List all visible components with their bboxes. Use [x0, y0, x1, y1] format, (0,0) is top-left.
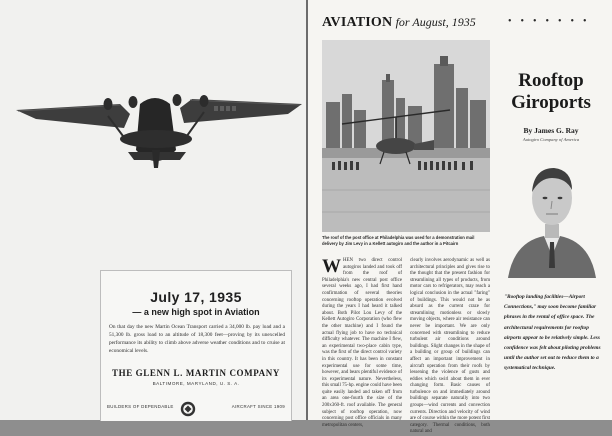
- author-portrait: [504, 146, 600, 278]
- martin-ocean-transport-photo: [0, 0, 306, 250]
- ad-company-address: BALTIMORE, MARYLAND, U. S. A.: [152, 381, 240, 386]
- article-title-line2: Giroports: [511, 92, 591, 113]
- ad-footer-right: AIRCRAFT SINCE 1909: [231, 404, 285, 409]
- article-column-1: [322, 256, 402, 428]
- ad-company-name: THE GLENN L. MARTIN COMPANY: [112, 368, 280, 378]
- article-byline: By James G. Ray: [523, 126, 579, 135]
- ad-footer: [107, 401, 285, 411]
- left-page: [0, 0, 306, 420]
- masthead-dots: •••••••: [508, 16, 596, 27]
- ad-footer-left: BUILDERS OF DEPENDABLE: [107, 404, 174, 409]
- photo-caption: The roof of the post office at Philadelphia was used for a demonstration mail delivery by Jim Levy in a Kellett autogiro and the author in a Pitcairn: [322, 235, 475, 246]
- masthead-issue: for August, 1935: [395, 15, 476, 29]
- article-column-2-text: clearly involves aerodynamic as well as architectural principles and gives rise to the thought that the present fashion for streamlining all types of products, from motor cars to refrigerators, may reach a logical conclusion in the actual "faring" of buildings. This would not be as absurd as the current craze for streamlining motionless or slowly moving objects, where air resistance can never be important. We are only concerned with streamlining to reduce turbulent air conditions around buildings. Slight changes in the shape of a building or group of buildings can affect an important improvement in aircraft operation from their roofs by lessening the violence of gusts and eddies which swirl about them in ever changing form. Basic causes of turbulence on and immediately around buildings separate naturally into two groups—wind currents and convection currents. Direction and velocity of wind are of course within the more potent first category. Thermal conditions, both natural and: [410, 258, 490, 435]
- masthead-brand: AVIATION: [322, 15, 393, 30]
- article-column-1-text: HEN two direct control autogiros landed and took off from the roof of Philadelphia's new central post office several weeks ago, I had first hand confirmation of several theories concerning rooftop operation evolved during the years I had heard it talked about. Both Pilot Lou Levy of the Kellett Autogiro Corporation (who flew the other machine) and I found the actual flying job to have no technical difficulty whatever. The machine I flew, an experimental two-place cabin type, was the first of the direct control variety in this country. It has been in constant experimental use for some time, however, and bears plentiful evidence of its experimental nature. Nevertheless, this small 75-hp. engine could have been quite easily landed and taken off from an area one-fourth the size of the 200x360-ft. roof available. The general subject of rooftop operation, now concerning post office officials in many metropolitan centers,: [322, 258, 402, 428]
- magazine-masthead: [322, 14, 476, 31]
- author-affiliation: Autogiro Company of America: [522, 137, 580, 142]
- rooftop-autogiro-photo: [322, 40, 490, 232]
- ad-subheadline: — a new high spot in Aviation: [132, 307, 260, 317]
- martin-logo-icon: [180, 401, 196, 417]
- article-title: [496, 70, 606, 114]
- right-page: [308, 0, 612, 435]
- ad-date-headline: July 17, 1935: [150, 289, 242, 305]
- ad-body-text: On that day the new Martin Ocean Transport carried a 34,000 lb. pay load and a 51,300 lb. gross load to an altitude of 18,300 feet—proving by its unexcelled performance its ability to climb above adverse weather conditions and to cruise at economical levels.: [109, 324, 285, 354]
- drop-cap: W: [322, 256, 341, 277]
- article-column-2: [410, 258, 490, 435]
- article-title-line1: Rooftop: [518, 70, 584, 91]
- martin-advertisement: [100, 270, 292, 421]
- pull-quote: "Rooftop landing facilities—Airport Connections," may soon become familiar phrases in the rental of office space. The architectural requirements for rooftop airports appear to be relatively simple. Less confidence was felt about piloting problems until the author set out to reduce them to a systematical technique.: [504, 294, 601, 372]
